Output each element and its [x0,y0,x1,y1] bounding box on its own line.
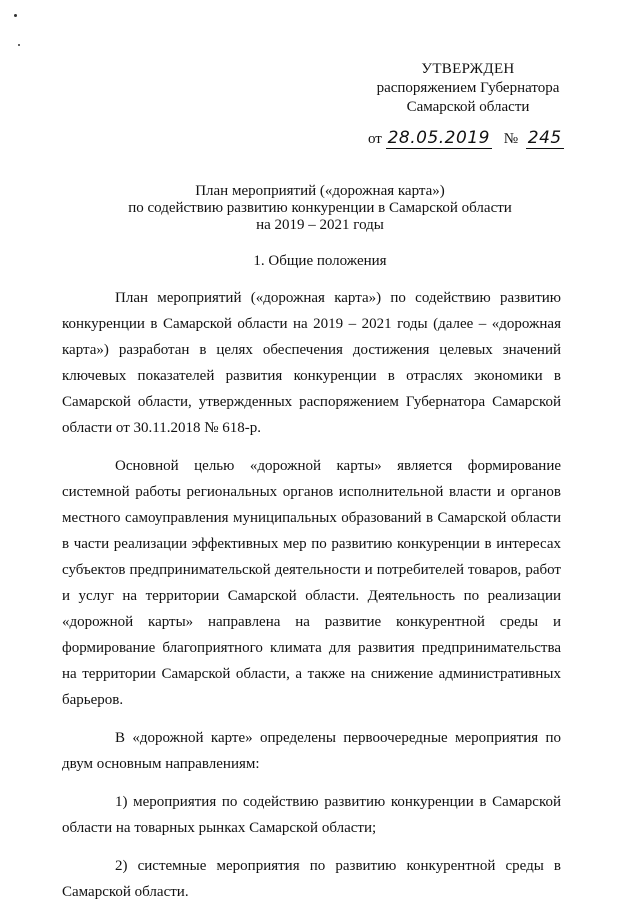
body-paragraph: 1) мероприятия по содействию развитию конкуренции в Самарской области на товарных рынках Самарской области; [62,794,561,836]
document-body [62,285,561,917]
body-paragraph: 2) системные мероприятия по развитию конкурентной среды в Самарской области. [62,858,561,900]
scan-speck [14,14,17,17]
title-line: План мероприятий («дорожная карта») [195,183,445,199]
approval-region: Самарской области [406,99,530,115]
handwritten-number: 245 [527,128,562,148]
body-paragraph: В «дорожной карте» определены первоочередные мероприятия по двум основным направлениям: [62,730,561,772]
document-title [80,183,560,234]
date-prefix: от [368,131,382,147]
body-paragraph: Основной целью «дорожной карты» является формирование системной работы региональных органов исполнительной власти и органов местного самоуправления муниципальных образований в Самарской области в части реализации эффективных мер по развитию конкуренции в интересах субъектов предпринимательской деятельности и потребителей товаров, работ и услуг на территории Самарской области. Деятельность по реализации «дорожной карты» направлена на развитие конкурентной среды и формирование благоприятного климата для развития предпринимательства на территории Самарской области, а также на снижение административных барьеров. [62,458,561,708]
section-heading: 1. Общие положения [253,253,387,269]
approval-heading: УТВЕРЖДЕН [421,61,515,77]
handwritten-date: 28.05.2019 [387,128,490,148]
scan-speck [18,44,20,46]
approval-authority: распоряжением Губернатора [376,80,560,96]
title-line: на 2019 – 2021 годы [256,217,384,233]
body-paragraph: План мероприятий («дорожная карта») по содействию развитию конкуренции в Самарской области на 2019 – 2021 годы (далее – «дорожная карта») разработан в целях обеспечения достижения целевых значений ключевых показателей развития конкуренции в отраслях экономики в Самарской области, утвержденных распоряжением Губернатора Самарской области от 30.11.2018 № 618-р. [62,290,561,436]
approval-date-line [368,128,564,149]
approval-stamp [368,60,568,117]
title-line: по содействию развитию конкуренции в Самарской области [128,200,512,216]
number-sign: № [503,131,519,147]
